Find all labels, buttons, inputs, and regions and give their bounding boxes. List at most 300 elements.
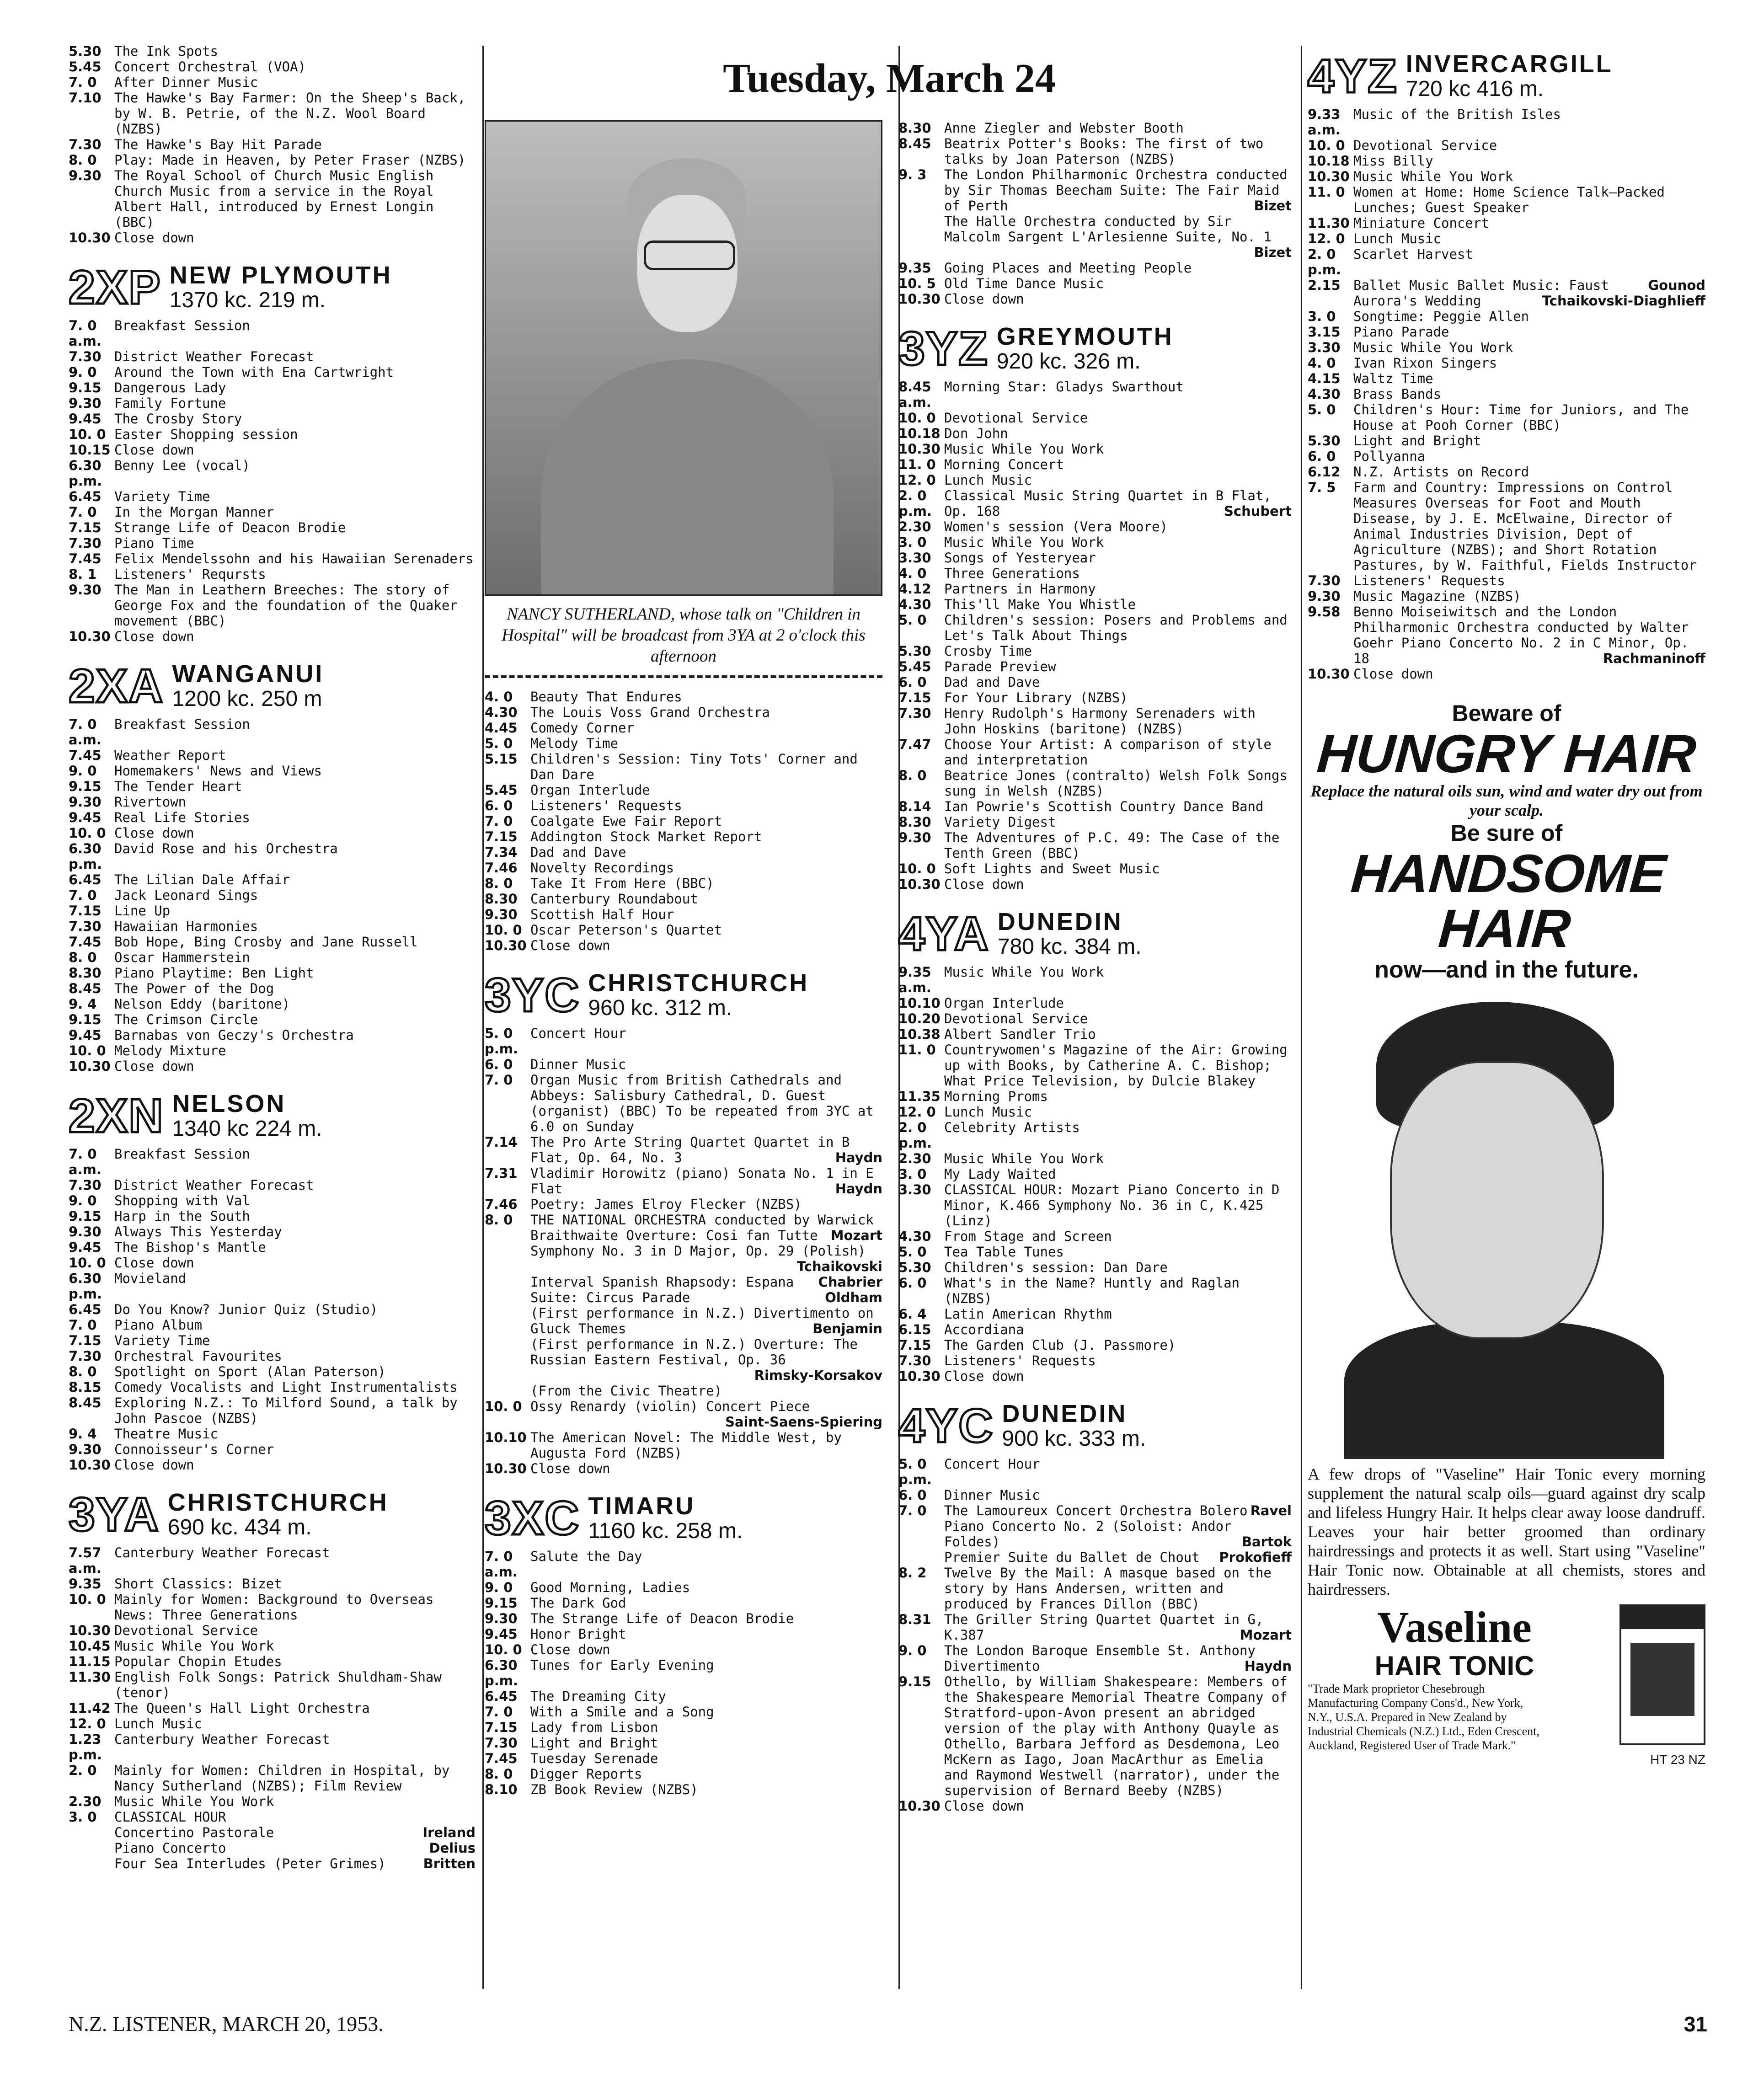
programme-title: The Crimson Circle	[114, 1012, 258, 1027]
programme-time: 9.35 a.m.	[898, 964, 931, 995]
programme-entry	[485, 1611, 882, 1626]
programme-entry	[69, 1224, 476, 1240]
programme-title: Take It From Here (BBC)	[530, 876, 714, 891]
programme-time: 7.47	[898, 737, 931, 752]
programme-entry	[69, 1426, 476, 1442]
page-number: 31	[1684, 2012, 1707, 2036]
programme-entry	[898, 1275, 1292, 1306]
ad-beware: Beware of	[1452, 700, 1561, 726]
programme-title: Spotlight on Sport (Alan Paterson)	[114, 1364, 386, 1379]
composer: Haydn	[1244, 1658, 1292, 1674]
programme-entry	[69, 934, 476, 950]
programme-time: 9.33 a.m.	[1308, 107, 1341, 138]
programme-time: 11.30	[1308, 215, 1350, 231]
programme-time: 10.15	[69, 442, 111, 458]
programme-time: 5. 0	[485, 736, 513, 751]
programme-entry	[898, 1322, 1292, 1337]
programme-time: 5.30	[898, 643, 931, 659]
programme-entry	[485, 1626, 882, 1642]
programme-title: Harp in the South	[114, 1208, 250, 1224]
programme-time	[69, 1825, 114, 1840]
programme-entry	[1308, 480, 1705, 573]
programme-entry	[898, 519, 1292, 534]
programme-time: 9. 0	[69, 364, 97, 380]
programme-time: 6.45	[69, 489, 102, 504]
programme-title: The Hawke's Bay Hit Parade	[114, 137, 322, 152]
programme-entry	[898, 1503, 1292, 1518]
programme-entry	[69, 504, 476, 520]
programme-time: 8. 0	[69, 950, 97, 965]
composer: Bizet	[1254, 198, 1292, 214]
programme-time: 7.45	[69, 748, 102, 763]
ad-body-text: A few drops of "Vaseline" Hair Tonic every morning supplement the natural scalp oils—guard against dry scalp and lifeless Hungry Hair. It helps clear away loose dandruff. Leaves your hair better groomed than ordinary hairdressings and protects it as well. Start using "Vaseline" Hair Tonic now. Obtainable at all chemists, stores and hairdressers.	[1308, 1465, 1705, 1598]
programme-entry	[69, 1545, 476, 1576]
listing	[69, 1146, 476, 1473]
programme-entry	[69, 230, 476, 246]
programme-time: 9.45	[69, 411, 102, 427]
programme-time: 7.15	[69, 1333, 102, 1348]
programme-title: CLASSICAL HOUR	[114, 1809, 226, 1825]
programme-entry	[69, 1731, 476, 1763]
programme-time: 10.38	[898, 1026, 941, 1042]
programme-title: Piano Concerto No. 2 (Soloist: Andor Foldes) Bartok	[944, 1518, 1292, 1550]
programme-entry	[69, 1638, 476, 1654]
programme-title: Melody Mixture	[114, 1043, 226, 1058]
programme-title: Lunch Music	[1353, 231, 1442, 246]
programme-title: Orchestral Favourites	[114, 1348, 282, 1364]
programme-time: 4.15	[1308, 371, 1341, 386]
programme-time: 4.30	[1308, 386, 1341, 402]
programme-entry	[69, 841, 476, 872]
programme-entry	[69, 535, 476, 551]
composer: Prokofieff	[1219, 1550, 1292, 1565]
programme-title: Henry Rudolph's Harmony Serenaders with John Hoskins (baritone) (NZBS)	[944, 705, 1256, 737]
programme-time: 7.15	[485, 1720, 518, 1735]
programme-title: Classical Music String Quartet in B Flat, Op. 168 Schubert	[944, 488, 1292, 519]
programme-title: Farm and Country: Impressions on Control Measures Overseas for Foot and Mouth Disease, by J. E. McElwaine, Director of Animal Industries Division, Dept of Agriculture (NZBS); and Short Rotation Pastures, by W. Faithful, Fields Instructor	[1353, 480, 1697, 573]
programme-title: Close down	[1353, 666, 1433, 682]
programme-time: 8.30	[898, 120, 931, 136]
programme-time: 5.45	[485, 782, 518, 798]
programme-time: 10. 0	[69, 825, 106, 841]
programme-title: In the Morgan Manner	[114, 504, 274, 520]
programme-entry	[1308, 278, 1705, 293]
programme-entry	[69, 551, 476, 566]
programme-entry	[69, 872, 476, 887]
programme-time: 10.30	[898, 291, 941, 307]
programme-title: Women at Home: Home Science Talk—Packed Lunches; Guest Speaker	[1353, 184, 1665, 215]
programme-entry	[1308, 324, 1705, 340]
programme-title: Dinner Music	[944, 1487, 1040, 1503]
programme-time: 10. 0	[898, 861, 936, 876]
programme-time: 6.45	[69, 1302, 102, 1317]
programme-title: Listeners' Requests	[1353, 573, 1505, 588]
programme-title: Morning Proms	[944, 1089, 1048, 1104]
programme-time: 9.30	[69, 582, 102, 598]
programme-title: Songtime: Peggie Allen	[1353, 309, 1529, 324]
programme-entry	[898, 550, 1292, 566]
programme-title: Close down	[530, 938, 610, 953]
programme-title: Morning Star: Gladys Swarthout	[944, 379, 1184, 395]
station-frequency: 920 kc. 326 m.	[996, 349, 1141, 374]
programme-time: 9. 0	[69, 763, 97, 779]
programme-time: 6.45	[485, 1689, 518, 1704]
programme-time: 6. 0	[485, 1057, 513, 1072]
programme-entry	[898, 379, 1292, 410]
programme-title: Music of the British Isles	[1353, 107, 1561, 122]
programme-entry	[898, 876, 1292, 892]
programme-title: Real Life Stories	[114, 810, 250, 825]
programme-entry	[1308, 184, 1705, 215]
programme-time: 8.45	[69, 1395, 102, 1411]
programme-entry	[898, 1456, 1292, 1487]
station-header	[1308, 45, 1705, 103]
station-frequency: 960 kc. 312 m.	[588, 996, 732, 1020]
programme-time: 7.14	[485, 1134, 518, 1150]
programme-title: Homemakers' News and Views	[114, 763, 322, 779]
programme-time	[1308, 293, 1353, 309]
programme-title: Songs of Yesteryear	[944, 550, 1096, 566]
programme-time: 5. 0 p.m.	[898, 1456, 932, 1487]
programme-title: After Dinner Music	[114, 75, 258, 90]
programme-entry	[485, 1274, 882, 1290]
station-city: WANGANUI	[172, 660, 324, 688]
programme-entry	[898, 659, 1292, 674]
programme-time: 4.30	[898, 597, 931, 612]
programme-time: 11. 0	[898, 1042, 936, 1058]
programme-title: Theatre Music	[114, 1426, 218, 1442]
programme-entry	[1308, 231, 1705, 246]
programme-entry	[485, 1165, 882, 1197]
programme-time: 7. 0 a.m.	[69, 318, 102, 349]
programme-time: 8. 0	[485, 1212, 513, 1228]
programme-entry	[69, 950, 476, 965]
programme-time: 4. 0	[485, 689, 513, 705]
programme-title: Mainly for Women: Background to Overseas News: Three Generations	[114, 1592, 434, 1623]
programme-title: Beauty That Endures	[530, 689, 682, 705]
programme-entry	[898, 1026, 1292, 1042]
programme-entry	[485, 705, 882, 720]
programme-title: (First performance in N.Z.) Divertimento on Gluck Themes Benjamin	[530, 1305, 882, 1336]
programme-time: 9.30	[69, 395, 102, 411]
programme-time: 9.30	[69, 794, 102, 810]
programme-time: 8.45	[69, 981, 102, 996]
programme-title: Lunch Music	[114, 1716, 203, 1731]
programme-title: Premier Suite du Ballet de Chout Prokofieff	[944, 1550, 1292, 1565]
listing	[69, 43, 476, 246]
programme-title: The London Baroque Ensemble St. Anthony Divertimento Haydn	[944, 1643, 1292, 1674]
programme-title: Canterbury Weather Forecast	[114, 1545, 330, 1560]
programme-title: Connoisseur's Corner	[114, 1442, 274, 1457]
programme-title: Close down	[114, 1255, 194, 1271]
programme-title: The Garden Club (J. Passmore)	[944, 1337, 1176, 1353]
programme-entry	[898, 441, 1292, 457]
programme-time: 12. 0	[1308, 231, 1345, 246]
programme-entry	[69, 43, 476, 59]
programme-title: The Lilian Dale Affair	[114, 872, 290, 887]
column-2	[485, 43, 1294, 1814]
programme-title: Music While You Work	[114, 1794, 274, 1809]
programme-title: Suite: Circus Parade Oldham	[530, 1290, 882, 1305]
programme-time: 2. 0 p.m.	[1308, 246, 1341, 278]
programme-time: 8. 0	[69, 152, 97, 168]
composer: Chabrier	[818, 1274, 882, 1290]
composer: Benjamin	[812, 1321, 882, 1336]
programme-entry	[69, 1208, 476, 1224]
station-city: NELSON	[172, 1090, 286, 1117]
programme-entry	[1308, 340, 1705, 355]
programme-title: Close down	[114, 1457, 194, 1473]
programme-entry	[69, 1794, 476, 1809]
programme-time: 9.30	[485, 1611, 518, 1626]
programme-entry	[69, 1716, 476, 1731]
programme-title: The Ink Spots	[114, 43, 218, 59]
programme-title: Canterbury Roundabout	[530, 891, 698, 907]
programme-time: 9.30	[69, 168, 102, 183]
programme-entry	[69, 887, 476, 903]
programme-time: 7.57 a.m.	[69, 1545, 102, 1576]
composer: Ravel	[1250, 1503, 1292, 1518]
programme-title: THE NATIONAL ORCHESTRA conducted by Warwick Braithwaite Overture: Cosi fan Tutte Mozart	[530, 1212, 882, 1243]
programme-title: Ballet Music Ballet Music: Faust Gounod	[1353, 278, 1705, 293]
programme-entry	[898, 995, 1292, 1011]
programme-time: 4.30	[485, 705, 518, 720]
programme-entry	[69, 582, 476, 629]
programme-title: Exploring N.Z.: To Milford Sound, a talk by John Pascoe (NZBS)	[114, 1395, 458, 1426]
station-callsign: 4YC	[898, 1400, 994, 1453]
programme-time: 6.45	[69, 872, 102, 887]
programme-entry	[485, 782, 882, 798]
programme-time: 9.35	[69, 1576, 102, 1592]
programme-entry	[898, 488, 1292, 519]
programme-title: The Dreaming City	[530, 1689, 666, 1704]
programme-title: Breakfast Session	[114, 1146, 250, 1162]
programme-title: Going Places and Meeting People	[944, 260, 1192, 276]
programme-time: 10.18	[1308, 153, 1350, 169]
programme-entry	[898, 214, 1292, 260]
programme-entry	[898, 534, 1292, 550]
programme-title: The Adventures of P.C. 49: The Case of the Tenth Green (BBC)	[944, 830, 1280, 861]
ad-product: HAIR TONIC	[1374, 1651, 1534, 1681]
programme-title: Countrywomen's Magazine of the Air: Growing up with Books, by Catherine A. C. Bishop; What Price Television, by Dulcie Blakey	[944, 1042, 1288, 1089]
composer: Britten	[423, 1856, 476, 1871]
programme-title: Close down	[944, 291, 1024, 307]
programme-entry	[1308, 169, 1705, 184]
programme-title: Devotional Service	[1353, 138, 1497, 153]
station-callsign: 4YZ	[1308, 50, 1398, 103]
programme-time: 8.30	[69, 965, 102, 981]
programme-entry	[485, 1461, 882, 1476]
station-callsign: 3XC	[485, 1492, 580, 1545]
programme-time: 9.30	[69, 1224, 102, 1240]
programme-time: 9.45	[69, 1027, 102, 1043]
programme-entry	[485, 1399, 882, 1430]
programme-entry	[898, 1229, 1292, 1244]
programme-entry	[69, 1654, 476, 1669]
programme-entry	[69, 825, 476, 841]
programme-title: Easter Shopping session	[114, 427, 298, 442]
programme-entry	[485, 813, 882, 829]
composer: Saint-Saens-Spiering	[725, 1414, 882, 1430]
programme-time	[485, 1243, 530, 1274]
programme-time: 7.30	[69, 349, 102, 364]
programme-time: 5.45	[69, 59, 102, 75]
programme-title: Dinner Music	[530, 1057, 626, 1072]
programme-title: This'll Make You Whistle	[944, 597, 1136, 612]
programme-entry	[485, 1243, 882, 1274]
programme-entry	[898, 410, 1292, 426]
programme-title: English Folk Songs: Patrick Shuldham-Shaw (tenor)	[114, 1669, 442, 1700]
programme-entry	[69, 1302, 476, 1317]
programme-time: 9. 0	[485, 1580, 513, 1595]
station-callsign: 2XN	[69, 1090, 164, 1143]
station-frequency: 690 kc. 434 m.	[167, 1515, 312, 1539]
programme-entry	[485, 1197, 882, 1212]
composer: Rachmaninoff	[1603, 651, 1705, 666]
programme-title: Piano Time	[114, 535, 194, 551]
programme-title: Jack Leonard Sings	[114, 887, 258, 903]
programme-title: Children's Hour: Time for Juniors, and The House at Pooh Corner (BBC)	[1353, 402, 1689, 433]
programme-time: 6.15	[898, 1322, 931, 1337]
programme-title: Benny Lee (vocal)	[114, 458, 250, 473]
station-3yc	[485, 964, 882, 1476]
station-city: DUNEDIN	[1002, 1400, 1128, 1427]
station-header	[69, 1484, 476, 1539]
programme-entry	[485, 1305, 882, 1336]
programme-entry	[1308, 604, 1705, 666]
programme-entry	[898, 1244, 1292, 1260]
programme-title: The Halle Orchestra conducted by Sir Malcolm Sargent L'Arlesienne Suite, No. 1 Bizet	[944, 214, 1292, 260]
programme-title: Close down	[114, 442, 194, 458]
programme-time: 6. 0	[1308, 449, 1336, 464]
programme-title: Line Up	[114, 903, 171, 919]
programme-title: Piano Concerto Delius	[114, 1840, 476, 1856]
programme-title: Music While You Work	[1353, 169, 1513, 184]
programme-time: 8. 0	[898, 768, 927, 783]
programme-title: The American Novel: The Middle West, by Augusta Ford (NZBS)	[530, 1430, 842, 1461]
composer: Delius	[429, 1840, 476, 1856]
column-4	[1308, 34, 1705, 1767]
station-frequency: 1370 kc. 219 m.	[169, 288, 326, 312]
programme-entry	[1308, 371, 1705, 386]
programme-entry	[69, 1193, 476, 1208]
programme-title: Honor Bright	[530, 1626, 626, 1642]
programme-title: Movieland	[114, 1271, 187, 1286]
programme-title: Addington Stock Market Report	[530, 829, 762, 844]
programme-time: 7.30	[69, 137, 102, 152]
programme-title: Old Time Dance Music	[944, 276, 1104, 291]
programme-time: 7.46	[485, 1197, 518, 1212]
station-city: NEW PLYMOUTH	[169, 262, 392, 289]
programme-title: Digger Reports	[530, 1766, 642, 1782]
programme-time: 7. 0 a.m.	[69, 716, 102, 748]
programme-time: 5.30	[69, 43, 102, 59]
programme-entry	[485, 907, 882, 922]
station-frequency: 900 kc. 333 m.	[1002, 1427, 1146, 1451]
composer: Mozart	[1240, 1627, 1292, 1643]
programme-title: The Lamoureux Concert Orchestra Bolero Ravel	[944, 1503, 1292, 1518]
programme-title: Soft Lights and Sweet Music	[944, 861, 1160, 876]
programme-title: (From the Civic Theatre)	[530, 1383, 722, 1399]
programme-title: Beatrix Potter's Books: The first of two talks by Joan Paterson (NZBS)	[944, 136, 1264, 167]
programme-entry	[898, 1104, 1292, 1120]
programme-time	[485, 1290, 530, 1305]
programme-entry	[69, 1043, 476, 1058]
programme-time: 9.58	[1308, 604, 1341, 620]
programme-entry	[69, 59, 476, 75]
programme-entry	[1308, 246, 1705, 278]
programme-title: Children's session: Posers and Problems and Let's Talk About Things	[944, 612, 1288, 643]
programme-entry	[898, 1612, 1292, 1643]
programme-time: 5. 0 p.m.	[485, 1026, 518, 1057]
programme-time: 7.31	[485, 1165, 518, 1181]
programme-entry	[69, 1146, 476, 1177]
programme-entry	[485, 1430, 882, 1461]
programme-title: The Man in Leathern Breeches: The story of George Fox and the foundation of the Quaker movement (BBC)	[114, 582, 458, 629]
composer: Haydn	[835, 1181, 882, 1197]
programme-time: 10. 0	[485, 1642, 522, 1657]
programme-title: Mainly for Women: Children in Hospital, by Nancy Sutherland (NZBS); Film Review	[114, 1763, 450, 1794]
programme-title: District Weather Forecast	[114, 349, 314, 364]
programme-entry	[1308, 402, 1705, 433]
programme-time: 5.15	[485, 751, 518, 767]
programme-time: 8. 0	[485, 876, 513, 891]
programme-entry	[69, 716, 476, 748]
programme-entry	[485, 1642, 882, 1657]
listing	[69, 318, 476, 644]
programme-time: 7.45	[69, 551, 102, 566]
programme-title: Beatrice Jones (contralto) Welsh Folk Songs sung in Welsh (NZBS)	[944, 768, 1288, 799]
programme-entry	[898, 1798, 1292, 1814]
programme-time: 7. 0	[69, 1317, 97, 1333]
programme-time: 7.30	[1308, 573, 1341, 588]
programme-time: 9.30	[485, 907, 518, 922]
programme-title: Ossy Renardy (violin) Concert Piece Saint-Saens-Spiering	[530, 1399, 882, 1430]
programme-entry	[69, 75, 476, 90]
photo-caption: NANCY SUTHERLAND, whose talk on "Children in Hospital" will be broadcast from 3YA at 2 o'clock this afternoon	[502, 605, 866, 666]
programme-time: 8. 0	[485, 1766, 513, 1782]
programme-title: Family Fortune	[114, 395, 226, 411]
programme-entry	[485, 798, 882, 813]
programme-entry	[69, 489, 476, 504]
programme-entry	[69, 1027, 476, 1043]
programme-time: 9. 0	[898, 1643, 927, 1658]
programme-entry	[898, 768, 1292, 799]
station-city: INVERCARGILL	[1406, 50, 1613, 78]
programme-time: 7.30	[69, 919, 102, 934]
programme-entry	[485, 1290, 882, 1305]
programme-entry	[485, 1072, 882, 1134]
programme-entry	[69, 566, 476, 582]
programme-entry	[898, 1011, 1292, 1026]
programme-title: Dangerous Lady	[114, 380, 226, 395]
programme-time: 9.45	[69, 810, 102, 825]
hair-tonic-bottle-icon	[1619, 1604, 1705, 1745]
programme-time: 10.10	[898, 995, 941, 1011]
programme-title: Salute the Day	[530, 1549, 642, 1564]
programme-title: Listeners' Reqursts	[114, 566, 266, 582]
programme-time: 11. 0	[1308, 184, 1345, 200]
programme-time: 5.45	[898, 659, 931, 674]
programme-title: Organ Interlude	[530, 782, 650, 798]
station-3xc	[485, 1487, 882, 1797]
programme-entry	[485, 876, 882, 891]
programme-time: 7.30	[69, 1177, 102, 1193]
programme-title: Do You Know? Junior Quiz (Studio)	[114, 1302, 378, 1317]
programme-entry	[485, 1751, 882, 1766]
programme-time: 6.30 p.m.	[69, 1271, 102, 1302]
programme-time	[485, 1274, 530, 1290]
